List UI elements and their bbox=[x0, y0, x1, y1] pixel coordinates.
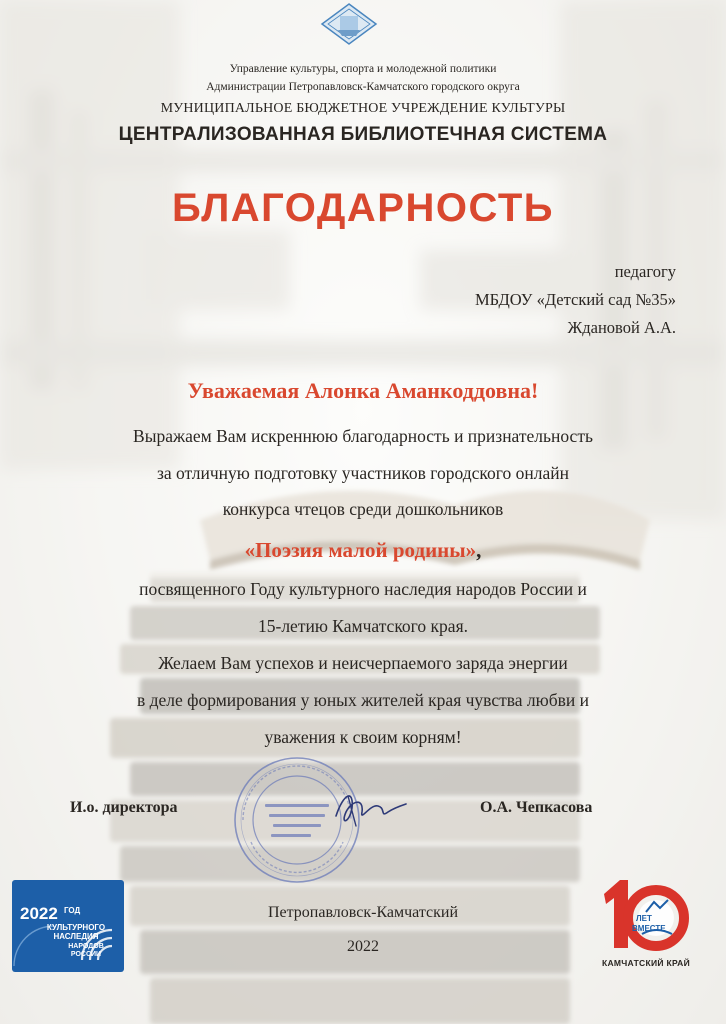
greeting: Уважаемая Алонка Аманкоддовна! bbox=[187, 378, 539, 403]
header-administration: Администрации Петропавловск-Камчатского городского округа bbox=[206, 81, 520, 93]
recipient-name: Ждановой А.А. bbox=[567, 318, 676, 337]
header-institution-name: ЦЕНТРАЛИЗОВАННАЯ БИБЛИОТЕЧНАЯ СИСТЕМА bbox=[118, 124, 608, 145]
kamchatka-logo-text-1: ЛЕТ bbox=[636, 914, 652, 923]
body-line-9: уважения к своим корням! bbox=[264, 727, 462, 747]
signatory-position: И.о. директора bbox=[70, 799, 178, 816]
header-institution-type: МУНИЦИПАЛЬНОЕ БЮДЖЕТНОЕ УЧРЕЖДЕНИЕ КУЛЬТУРЫ bbox=[160, 101, 566, 116]
signatory-name: О.А. Чепкасова bbox=[480, 799, 593, 816]
kamchatka-15-years-logo bbox=[590, 872, 702, 982]
body-line-3: конкурса чтецов среди дошкольников bbox=[222, 499, 504, 519]
year-logo-number: 2022 bbox=[20, 904, 58, 923]
footer-city: Петропавловск-Камчатский bbox=[267, 904, 459, 921]
kamchatka-logo-label: КАМЧАТСКИЙ КРАЙ bbox=[601, 958, 691, 968]
body-line-8: в деле формирования у юных жителей края чувства любви и bbox=[136, 690, 590, 710]
cultural-heritage-year-logo bbox=[12, 880, 124, 972]
year-logo-text-1: ГОД bbox=[64, 906, 81, 915]
recipient-role: педагогу bbox=[614, 262, 676, 281]
certificate-title: БЛАГОДАРНОСТЬ bbox=[171, 186, 555, 230]
recipient-organization: МБДОУ «Детский сад №35» bbox=[475, 290, 676, 309]
kamchatka-logo-text-2: ВМЕСТЕ bbox=[632, 924, 666, 933]
body-line-7: Желаем Вам успехов и неисчерпаемого заряда энергии bbox=[158, 653, 568, 673]
body-line-5: посвященного Году культурного наследия народов России и bbox=[139, 579, 587, 599]
director-signature bbox=[330, 782, 410, 834]
contest-name: «Поэзия малой родины» bbox=[244, 538, 477, 562]
header-department: Управление культуры, спорта и молодежной политики bbox=[229, 63, 497, 75]
footer-year: 2022 bbox=[347, 938, 379, 955]
year-logo-text-2: КУЛЬТУРНОГО НАСЛЕДИЯ bbox=[46, 923, 106, 941]
body-line-1: Выражаем Вам искреннюю благодарность и признательность bbox=[133, 426, 593, 446]
body-line-2: за отличную подготовку участников городского онлайн bbox=[156, 463, 570, 483]
contest-comma: , bbox=[476, 538, 482, 562]
contest-name-line bbox=[0, 538, 726, 563]
library-emblem-logo bbox=[318, 2, 380, 46]
body-line-6: 15-летию Камчатского края. bbox=[258, 616, 468, 636]
year-logo-text-3: НАРОДОВ РОССИИ bbox=[68, 943, 104, 958]
